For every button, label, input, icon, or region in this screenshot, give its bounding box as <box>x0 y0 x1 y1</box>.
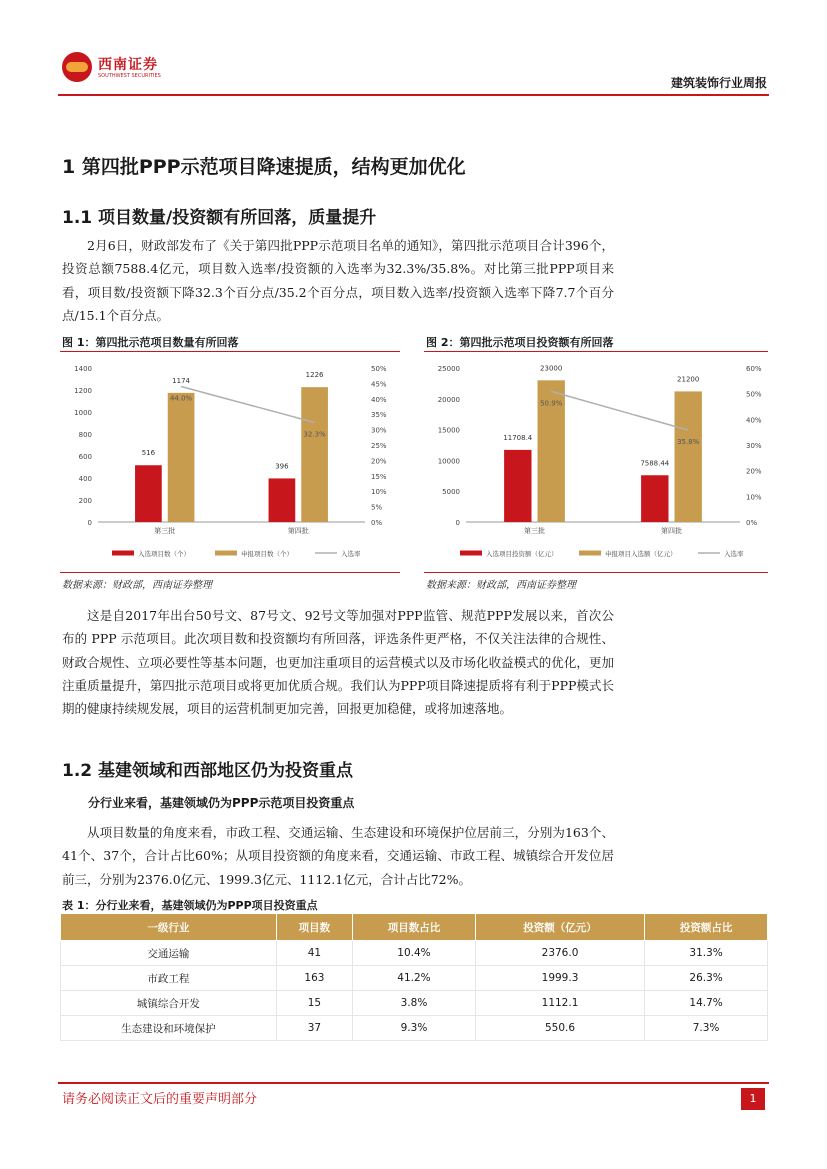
table-title: 表 1：分行业来看，基建领域仍为PPP项目投资重点 <box>62 899 318 912</box>
table-cell: 市政工程 <box>61 966 277 991</box>
subsection-heading-1: 1.1 项目数量/投资额有所回落，质量提升 <box>62 208 377 228</box>
section-heading: 1 第四批PPP示范项目降速提质，结构更加优化 <box>62 156 466 178</box>
table-header-cell: 项目数 <box>276 914 352 941</box>
table-cell: 550.6 <box>475 1016 644 1041</box>
industry-table <box>60 913 768 1041</box>
bar-submitted <box>301 387 328 522</box>
report-title: 建筑装饰行业周报 <box>670 76 767 90</box>
logo-wave-icon <box>66 62 88 72</box>
table-header-cell: 投资额（亿元） <box>475 914 644 941</box>
bar-data-label: 21200 <box>677 375 700 384</box>
rate-data-label: 32.3% <box>303 430 326 439</box>
figure-1-title: 图 1：第四批示范项目数量有所回落 <box>62 336 239 349</box>
figure-2-bottom-rule <box>424 572 768 573</box>
figure-2-rule <box>424 351 768 352</box>
table-cell: 26.3% <box>645 966 768 991</box>
y-tick-label: 15000 <box>437 426 460 435</box>
table-cell: 15 <box>276 991 352 1016</box>
table-header-cell: 项目数占比 <box>353 914 476 941</box>
paragraph-3: 从项目数量的角度来看，市政工程、交通运输、生态建设和环境保护位居前三，分别为163个、41个、37个，合计占比60%；从项目投资额的角度来看，交通运输、市政工程、城镇综合开发位居前三，分别为2376.0亿元、1999.3亿元、1112.1亿元，合计占比72%。 <box>62 825 614 887</box>
bar-data-label: 23000 <box>540 364 563 373</box>
legend-label: 申报项目数（个） <box>241 550 293 558</box>
bar-data-label: 11708.4 <box>503 433 533 442</box>
table-cell: 生态建设和环境保护 <box>61 1016 277 1041</box>
bar-data-label: 516 <box>141 449 156 458</box>
page-number: 1 <box>741 1088 765 1110</box>
y2-tick-label: 60% <box>746 365 762 373</box>
figure-1-source: 数据来源：财政部，西南证券整理 <box>62 580 212 591</box>
figure-1-bottom-rule <box>60 572 400 573</box>
y-tick-label: 600 <box>78 453 92 461</box>
figure-2-title: 图 2：第四批示范项目投资额有所回落 <box>426 336 614 349</box>
bar-selected <box>269 478 296 522</box>
legend-swatch <box>215 551 237 556</box>
y-tick-label: 1200 <box>74 387 92 395</box>
table-cell: 9.3% <box>353 1016 476 1041</box>
legend-swatch <box>112 551 134 556</box>
paragraph-1: 2月6日，财政部发布了《关于第四批PPP示范项目名单的通知》，第四批示范项目合计396个，投资总额7588.4亿元，项目数入选率/投资额的入选率为32.3%/35.8%。对比第三批PPP项目来看，项目数/投资额下降32.3个百分点/35.2个百分点，项目数入选率/投资额入选率下降7.7个百分点/15.1个百分点。 <box>62 238 614 323</box>
bar-selected <box>504 450 531 522</box>
y2-tick-label: 10% <box>371 488 387 497</box>
bar-data-label: 396 <box>275 462 289 471</box>
y-tick-label: 400 <box>78 475 92 483</box>
legend-label: 入选率 <box>724 550 744 558</box>
y2-tick-label: 50% <box>371 365 387 373</box>
paragraph-2: 这是自2017年出台50号文、87号文、92号文等加强对PPP监管、规范PPP发展以来，首次公布的 PPP 示范项目。此次项目数和投资额均有所回落，评选条件更严格，不仅关注法律的合规性、财政合规性、立项必要性等基本问题，也更加注重项目的运营模式以及市场化收益模式的优化，更加注重质量提升，第四批示范项目或将更加优质合规。我们认为PPP项目降速提质将有利于PPP模式长期的健康持续规发展，项目的运营机制更加完善，回报更加稳健，或将加速落地。 <box>62 608 614 717</box>
chart-project-count <box>60 355 400 570</box>
legend-label: 入选项目投资额（亿元） <box>486 550 558 558</box>
y2-tick-label: 20% <box>371 457 387 466</box>
table-cell: 31.3% <box>645 941 768 966</box>
y2-tick-label: 40% <box>746 416 762 425</box>
footer-disclaimer: 请务必阅读正文后的重要声明部分 <box>62 1092 258 1107</box>
y-tick-label: 25000 <box>437 365 460 373</box>
bar-data-label: 7588.44 <box>640 459 670 468</box>
rate-line <box>181 386 315 422</box>
table-cell: 1999.3 <box>475 966 644 991</box>
legend-swatch <box>460 551 482 556</box>
legend-label: 申报项目入选额（亿元） <box>605 550 677 558</box>
x-tick-label: 第四批 <box>287 527 309 535</box>
figure-1-rule <box>60 351 400 352</box>
bar-selected <box>135 465 162 522</box>
bar-data-label: 1174 <box>172 376 191 385</box>
bar-selected <box>641 475 668 522</box>
table-cell: 7.3% <box>645 1016 768 1041</box>
table-cell: 41.2% <box>353 966 476 991</box>
y2-tick-label: 30% <box>746 442 762 450</box>
figure-2-source: 数据来源：财政部，西南证券整理 <box>426 580 576 591</box>
rate-data-label: 44.0% <box>169 394 193 403</box>
y2-tick-label: 10% <box>746 493 762 502</box>
y2-tick-label: 25% <box>371 442 387 450</box>
bar-data-label: 1226 <box>305 371 324 380</box>
x-tick-label: 第三批 <box>154 527 176 535</box>
y2-tick-label: 0% <box>746 519 758 527</box>
y2-tick-label: 20% <box>746 467 762 476</box>
table-header-cell: 投资额占比 <box>645 914 768 941</box>
y2-tick-label: 35% <box>371 411 387 420</box>
y2-tick-label: 45% <box>371 380 387 389</box>
table-row <box>61 941 768 966</box>
y-tick-label: 0 <box>455 519 460 527</box>
header-divider <box>58 94 769 96</box>
x-tick-label: 第三批 <box>524 527 545 535</box>
y2-tick-label: 15% <box>371 472 387 481</box>
table-header-cell: 一级行业 <box>61 914 277 941</box>
x-tick-label: 第四批 <box>661 527 682 535</box>
table-cell: 14.7% <box>645 991 768 1016</box>
table-row <box>61 991 768 1016</box>
logo-name: 西南证券 <box>98 57 158 73</box>
rate-data-label: 50.9% <box>540 399 563 408</box>
bold-subheading: 分行业来看，基建领域仍为PPP示范项目投资重点 <box>88 796 355 810</box>
footer-divider <box>58 1082 769 1084</box>
table-cell: 3.8% <box>353 991 476 1016</box>
table-cell: 10.4% <box>353 941 476 966</box>
y-tick-label: 1000 <box>74 409 92 417</box>
y2-tick-label: 40% <box>371 395 387 404</box>
rate-data-label: 35.8% <box>677 438 700 447</box>
table-cell: 交通运输 <box>61 941 277 966</box>
y-tick-label: 1400 <box>74 365 92 373</box>
table-cell: 41 <box>276 941 352 966</box>
bar-submitted <box>168 393 195 522</box>
y-tick-label: 200 <box>78 497 92 505</box>
y-tick-label: 0 <box>87 519 92 527</box>
table-row <box>61 1016 768 1041</box>
bar-submitted <box>675 391 702 522</box>
chart-investment <box>424 355 768 570</box>
y2-tick-label: 5% <box>371 503 383 512</box>
table-cell: 2376.0 <box>475 941 644 966</box>
y2-tick-label: 0% <box>371 519 383 527</box>
y2-tick-label: 30% <box>371 426 387 435</box>
rate-line <box>551 391 688 430</box>
table-row <box>61 966 768 991</box>
legend-label: 入选率 <box>341 550 361 558</box>
table-cell: 城镇综合开发 <box>61 991 277 1016</box>
table-cell: 163 <box>276 966 352 991</box>
legend-label: 入选项目数（个） <box>138 550 190 558</box>
table-cell: 1112.1 <box>475 991 644 1016</box>
table-header-row <box>61 914 768 941</box>
logo-subtitle: SOUTHWEST SECURITIES <box>98 73 161 79</box>
table-cell: 37 <box>276 1016 352 1041</box>
legend-swatch <box>579 551 601 556</box>
y-tick-label: 5000 <box>442 488 460 497</box>
y-tick-label: 800 <box>78 431 92 439</box>
y-tick-label: 20000 <box>437 395 460 404</box>
y-tick-label: 10000 <box>437 457 460 466</box>
y2-tick-label: 50% <box>746 390 762 399</box>
subsection-heading-2: 1.2 基建领域和西部地区仍为投资重点 <box>62 761 354 781</box>
